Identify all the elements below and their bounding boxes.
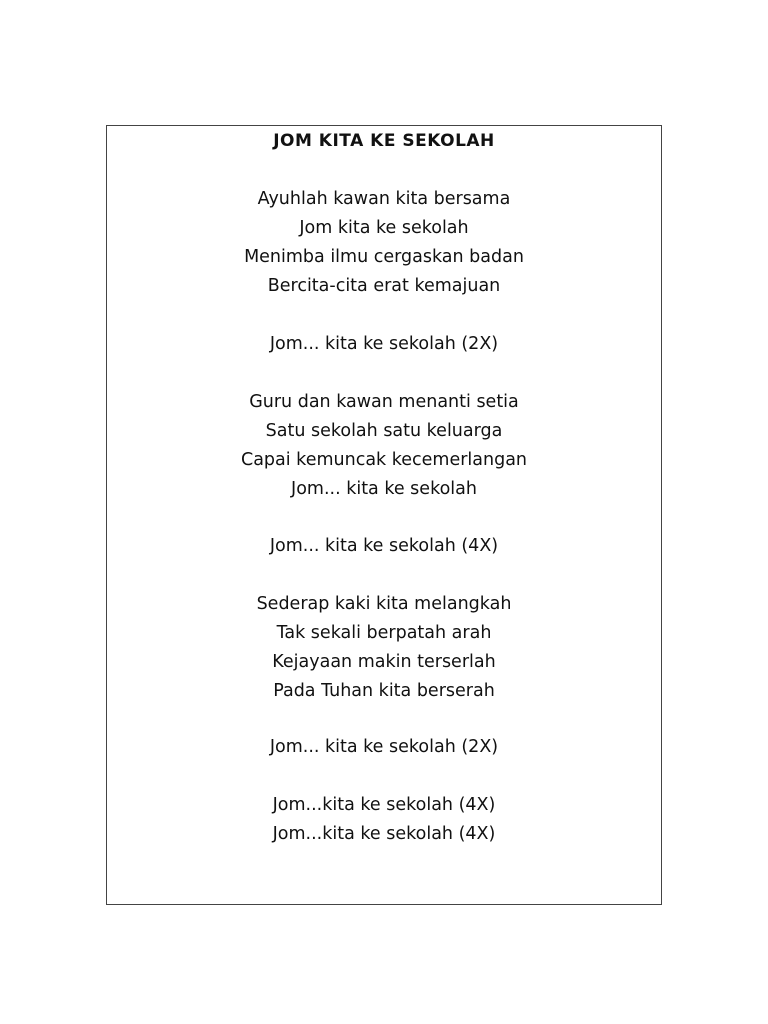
lyric-line: Sederap kaki kita melangkah bbox=[256, 594, 512, 614]
stanza-2 bbox=[0, 388, 768, 504]
lyric-line: Jom kita ke sekolah bbox=[299, 218, 469, 238]
lyric-line: Jom...kita ke sekolah (4X) bbox=[272, 795, 496, 815]
lyric-line: Ayuhlah kawan kita bersama bbox=[257, 189, 511, 209]
song-title: JOM KITA KE SEKOLAH bbox=[273, 131, 495, 151]
lyric-line: Guru dan kawan menanti setia bbox=[249, 392, 519, 412]
chorus-3 bbox=[0, 733, 768, 762]
chorus-2 bbox=[0, 532, 768, 561]
lyric-line: Jom... kita ke sekolah (2X) bbox=[269, 334, 499, 354]
chorus-1 bbox=[0, 330, 768, 359]
lyric-line: Jom...kita ke sekolah (4X) bbox=[272, 824, 496, 844]
lyric-line: Jom... kita ke sekolah (2X) bbox=[269, 737, 499, 757]
stanza-1 bbox=[0, 185, 768, 301]
lyric-line: Jom... kita ke sekolah (4X) bbox=[269, 536, 499, 556]
lyric-line: Pada Tuhan kita berserah bbox=[273, 681, 495, 701]
lyric-line: Satu sekolah satu keluarga bbox=[265, 421, 503, 441]
lyric-line: Capai kemuncak kecemerlangan bbox=[240, 450, 528, 470]
stanza-3 bbox=[0, 590, 768, 706]
lyric-line: Menimba ilmu cergaskan badan bbox=[244, 247, 524, 267]
lyric-line: Bercita-cita erat kemajuan bbox=[267, 276, 501, 296]
lyric-line: Kejayaan makin terserlah bbox=[272, 652, 496, 672]
lyric-line: Jom... kita ke sekolah bbox=[291, 479, 477, 499]
lyric-line: Tak sekali berpatah arah bbox=[276, 623, 492, 643]
ending bbox=[0, 791, 768, 849]
